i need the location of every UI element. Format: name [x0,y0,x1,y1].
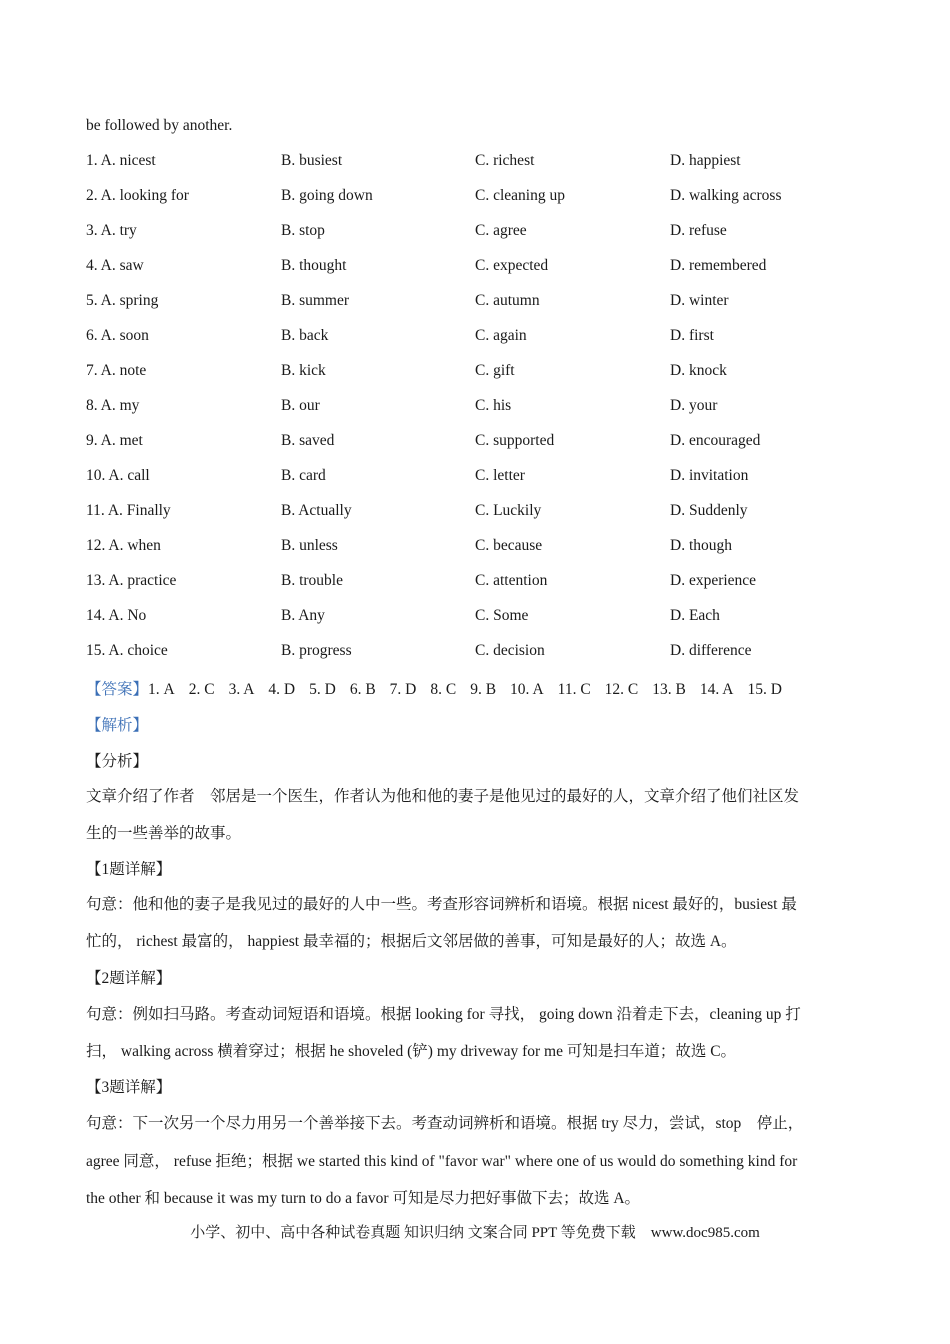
question-row [86,327,886,349]
answer-item: 6. B [349,681,376,698]
option-d: D. experience [670,572,757,589]
option-d: D. difference [670,642,752,659]
option-d: D. Suddenly [670,502,748,519]
answer-item: 2. C [188,681,215,698]
q2-line-1: 句意：例如扫马路。考查动词短语和语境。根据 looking for 寻找， going down 沿着走下去，cleaning up 打 [86,1006,801,1023]
option-b: B. Any [281,607,325,624]
question-row [86,222,886,244]
option-a: 1. A. nicest [86,152,156,169]
summary-line-1: 文章介绍了作者 邻居是一个医生，作者认为他和他的妻子是他见过的最好的人，文章介绍了他们社区发 [86,788,800,805]
option-a: 3. A. try [86,222,137,239]
intro-tail: be followed by another. [86,117,233,134]
answer-item: 5. D [309,681,336,698]
answer-item: 15. D [747,681,782,698]
fenxi-label: 【分析】 [86,753,149,770]
option-a: 11. A. Finally [86,502,171,519]
option-a: 8. A. my [86,397,140,414]
q3-line-2: agree 同意， refuse 拒绝；根据 we started this kind of "favor war" where one of us would do something kind for [86,1153,798,1170]
answer-label: 【答案】 [86,681,149,698]
option-a: 6. A. soon [86,327,149,344]
answer-item: 12. C [604,681,639,698]
answer-item: 14. A [699,681,734,698]
answer-item: 1. A [148,681,175,698]
option-b: B. summer [281,292,350,309]
question-row [86,642,886,664]
option-c: C. Some [475,607,529,624]
option-b: B. Actually [281,502,352,519]
question-row [86,257,886,279]
option-c: C. attention [475,572,548,589]
option-b: B. trouble [281,572,343,589]
q2-heading: 【2题详解】 [86,970,172,987]
option-d: D. Each [670,607,720,624]
option-b: B. saved [281,432,335,449]
option-d: D. knock [670,362,727,379]
option-c: C. letter [475,467,525,484]
option-d: D. invitation [670,467,749,484]
option-a: 13. A. practice [86,572,177,589]
question-row [86,537,886,559]
option-a: 2. A. looking for [86,187,189,204]
option-b: B. back [281,327,329,344]
question-row [86,187,886,209]
answer-item: 7. D [389,681,417,698]
option-b: B. progress [281,642,352,659]
option-d: D. though [670,537,732,554]
question-row [86,397,886,419]
answer-item: 13. B [652,681,686,698]
option-c: C. expected [475,257,549,274]
q3-line-3: the other 和 because it was my turn to do a favor 可知是尽力把好事做下去；故选 A。 [86,1190,641,1207]
option-c: C. autumn [475,292,540,309]
option-d: D. refuse [670,222,727,239]
option-d: D. your [670,397,718,414]
option-a: 5. A. spring [86,292,159,309]
answer-items [148,681,782,698]
q1-line-1: 句意：他和他的妻子是我见过的最好的人中一些。考查形容词辨析和语境。根据 nicest 最好的，busiest 最 [86,896,797,913]
answer-item: 9. B [470,681,497,698]
option-d: D. winter [670,292,729,309]
q3-heading: 【3题详解】 [86,1079,172,1096]
answer-line [86,677,782,699]
option-c: C. supported [475,432,555,449]
option-d: D. first [670,327,714,344]
option-a: 14. A. No [86,607,147,624]
option-c: C. agree [475,222,527,239]
option-b: B. busiest [281,152,343,169]
q2-line-2: 扫， walking across 横着穿过；根据 he shoveled (铲) my driveway for me 可知是扫车道；故选 C。 [86,1043,737,1060]
option-c: C. gift [475,362,515,379]
question-row [86,572,886,594]
q1-heading: 【1题详解】 [86,861,172,878]
answer-item: 4. D [268,681,296,698]
question-row [86,467,886,489]
answer-item: 11. C [557,681,591,698]
option-b: B. thought [281,257,347,274]
answer-item: 3. A [228,681,255,698]
answer-item: 8. C [430,681,457,698]
option-d: D. encouraged [670,432,761,449]
question-row [86,362,886,384]
option-a: 7. A. note [86,362,147,379]
analysis-label: 【解析】 [86,717,149,734]
option-c: C. Luckily [475,502,542,519]
option-d: D. remembered [670,257,767,274]
question-row [86,607,886,629]
question-row [86,502,886,524]
option-a: 15. A. choice [86,642,168,659]
option-d: D. walking across [670,187,782,204]
option-b: B. going down [281,187,373,204]
option-c: C. again [475,327,527,344]
question-row [86,152,886,174]
question-row [86,292,886,314]
option-b: B. kick [281,362,326,379]
option-d: D. happiest [670,152,741,169]
q1-line-2: 忙的， richest 最富的， happiest 最幸福的；根据后文邻居做的善事，可知是最好的人；故选 A。 [86,933,737,950]
option-b: B. card [281,467,326,484]
option-c: C. his [475,397,512,414]
option-c: C. decision [475,642,545,659]
option-b: B. unless [281,537,338,554]
option-b: B. stop [281,222,325,239]
question-row [86,432,886,454]
option-c: C. richest [475,152,535,169]
page-footer: 小学、初中、高中各种试卷真题 知识归纳 文案合同 PPT 等免费下载 www.doc985.com [190,1225,760,1241]
summary-line-2: 生的一些善举的故事。 [86,825,242,842]
option-c: C. cleaning up [475,187,565,204]
q3-line-1: 句意：下一次另一个尽力用另一个善举接下去。考查动词辨析和语境。根据 try 尽力，尝试，stop 停止， [86,1115,804,1132]
option-a: 12. A. when [86,537,161,554]
option-b: B. our [281,397,320,414]
answer-item: 10. A [510,681,544,698]
option-a: 10. A. call [86,467,150,484]
option-c: C. because [475,537,543,554]
option-a: 9. A. met [86,432,143,449]
option-a: 4. A. saw [86,257,144,274]
